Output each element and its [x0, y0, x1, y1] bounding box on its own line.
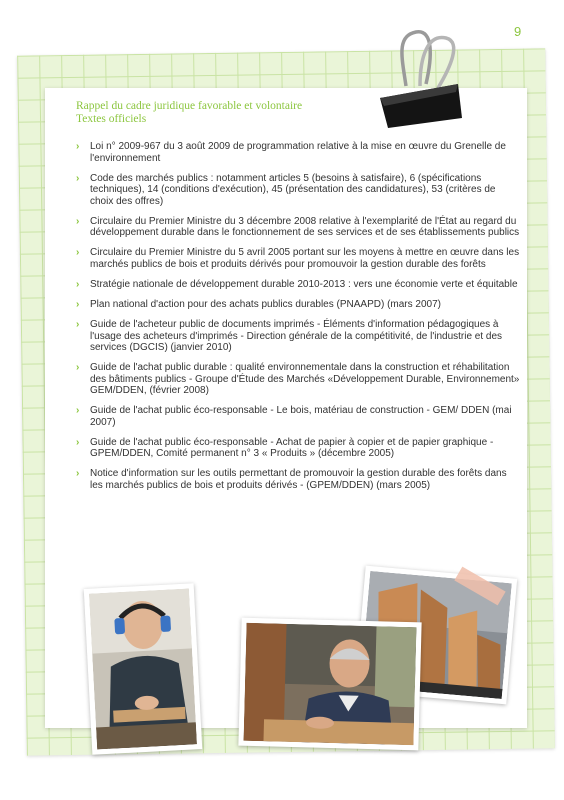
list-item	[76, 405, 520, 428]
list-item-text: Guide de l'achat public durable : qualité environnementale dans la construction et réhabilitation des bâtiments publics - Groupe d'Étude des Marchés «Développement Durable, Environnement» GEM/DDEN, (février 2008)	[90, 362, 520, 397]
legal-texts-list	[76, 141, 520, 500]
list-item	[76, 362, 520, 397]
chevron-right-icon: ›	[76, 172, 80, 184]
chevron-right-icon: ›	[76, 247, 80, 259]
chevron-right-icon: ›	[76, 405, 80, 417]
list-item	[76, 279, 520, 291]
list-item	[76, 437, 520, 460]
list-item	[76, 247, 520, 270]
list-item	[76, 468, 520, 491]
chevron-right-icon: ›	[76, 298, 80, 310]
list-item-text: Circulaire du Premier Ministre du 3 décembre 2008 relative à l'exemplarité de l'État au regard du développement durable dans le fonctionnement de ses services et de ses établissements publics	[90, 215, 520, 239]
photo-older-craftsman	[238, 618, 421, 751]
list-item	[76, 299, 520, 311]
list-item-text: Guide de l'achat public éco-responsable - Le bois, matériau de construction - GEM/ DDEN (mai 2007)	[90, 405, 512, 428]
photo-young-carpenter	[84, 583, 203, 755]
list-item	[76, 141, 520, 164]
list-item-text: Stratégie nationale de développement durable 2010-2013 : vers une économie verte et équitable	[90, 278, 518, 290]
list-item-text: Guide de l'achat public éco-responsable - Achat de papier à copier et de papier graphique - GPEM/DDEN, Comité permanent n° 3 « Produits » (décembre 2005)	[90, 436, 494, 460]
list-item-text: Code des marchés publics : notamment articles 5 (besoins à satisfaire), 6 (spécifications techniques), 14 (conditions d'exécution), 45 (présentation des candidatures), 53 (critères de choix des offres)	[90, 172, 496, 207]
chevron-right-icon: ›	[76, 215, 80, 227]
page-number: 9	[514, 24, 522, 39]
list-item	[76, 319, 520, 354]
chevron-right-icon: ›	[76, 362, 80, 374]
list-item	[76, 173, 520, 208]
heading-subtitle: Textes officiels	[76, 113, 147, 125]
chevron-right-icon: ›	[76, 436, 80, 448]
section-heading	[76, 100, 416, 126]
list-item-text: Plan national d'action pour des achats publics durables (PNAAPD) (mars 2007)	[90, 298, 441, 310]
list-item-text: Loi n° 2009-967 du 3 août 2009 de programmation relative à la mise en œuvre du Grenelle de l'environnement	[90, 141, 506, 164]
chevron-right-icon: ›	[76, 319, 80, 331]
list-item-text: Circulaire du Premier Ministre du 5 avril 2005 portant sur les moyens à mettre en œuvre dans les marchés publics de bois et produits dérivés pour promouvoir la gestion durable des forêts	[90, 247, 520, 270]
heading-title: Rappel du cadre juridique favorable et volontaire	[76, 100, 303, 112]
list-item-text: Guide de l'acheteur public de documents imprimés - Éléments d'information pédagogiques à l'usage des acheteurs d'imprimés - Direction générale de la compétitivité, de l'industrie et des services (DGCIS) (janvier 2010)	[90, 319, 503, 354]
chevron-right-icon: ›	[76, 468, 80, 480]
list-item	[76, 216, 520, 239]
list-item-text: Notice d'information sur les outils permettant de promouvoir la gestion durable des forêts dans les marchés publics de bois et produits dérivés - (GPEM/DDEN) (mars 2005)	[90, 468, 507, 491]
chevron-right-icon: ›	[76, 141, 80, 152]
chevron-right-icon: ›	[76, 278, 80, 290]
